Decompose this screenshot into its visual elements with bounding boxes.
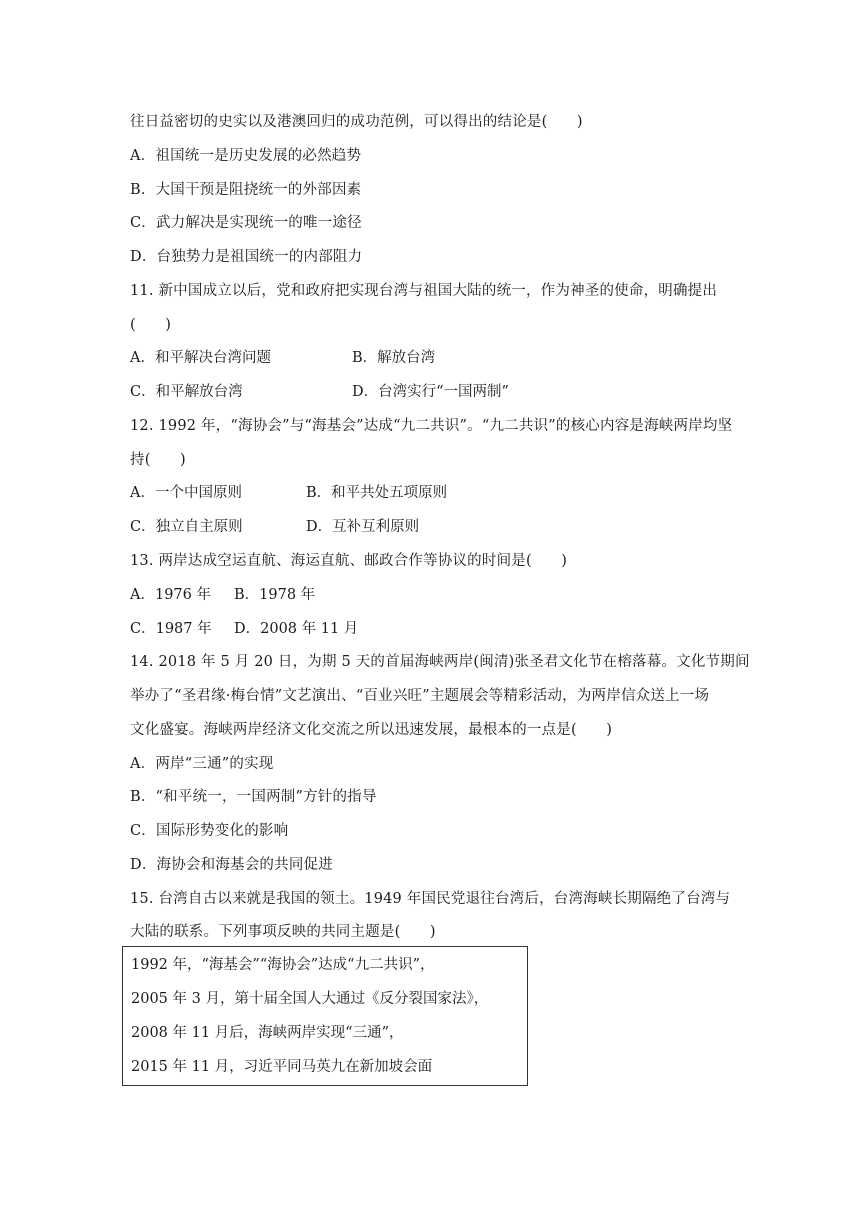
- material-line-4: 2015 年 11 月，习近平同马英九在新加坡会面: [131, 1059, 433, 1075]
- q11-stem-line2: ( ): [130, 317, 172, 333]
- q13-option-c: C．1987 年: [130, 621, 212, 637]
- q11-stem-line1: 11. 新中国成立以后，党和政府把实现台湾与祖国大陆的统一，作为神圣的使命，明确提出: [130, 283, 718, 299]
- q13-option-b: B．1978 年: [234, 587, 316, 603]
- q15-stem-line2: 大陆的联系。下列事项反映的共同主题是( ): [130, 924, 436, 940]
- q10-option-d: D．台独势力是祖国统一的内部阻力: [130, 249, 363, 265]
- q11-option-d: D．台湾实行“一国两制”: [352, 384, 509, 400]
- q14-stem-line1: 14. 2018 年 5 月 20 日，为期 5 天的首届海峡两岸(闽清)张圣君文化节在榕落幕。文化节期间: [130, 654, 750, 670]
- q11-option-c: C．和平解放台湾: [130, 384, 243, 400]
- q13-option-d: D．2008 年 11 月: [234, 621, 359, 637]
- q10-option-a: A．祖国统一是历史发展的必然趋势: [130, 148, 362, 164]
- material-line-3: 2008 年 11 月后，海峡两岸实现“三通”，: [131, 1025, 404, 1041]
- q14-option-a: A．两岸“三通”的实现: [130, 756, 274, 772]
- q11-option-a: A．和平解决台湾问题: [130, 350, 271, 366]
- q12-option-a: A．一个中国原则: [130, 485, 242, 501]
- q12-stem-line1: 12. 1992 年，“海协会”与“海基会”达成“九二共识”。“九二共识”的核心内容是海峡两岸均坚: [130, 418, 733, 434]
- q12-option-d: D．互补互利原则: [306, 519, 420, 535]
- q10-stem-end: 往日益密切的史实以及港澳回归的成功范例，可以得出的结论是( ): [130, 114, 583, 130]
- q15-stem-line1: 15. 台湾自古以来就是我国的领土。1949 年国民党退往台湾后，台湾海峡长期隔绝了台湾与: [130, 891, 731, 907]
- q12-option-c: C．独立自主原则: [130, 519, 243, 535]
- q12-stem-line2: 持( ): [130, 452, 186, 468]
- q10-option-c: C．武力解决是实现统一的唯一途径: [130, 215, 362, 231]
- material-line-1: 1992 年，“海基会”“海协会”达成“九二共识”，: [131, 957, 435, 973]
- q12-option-b: B．和平共处五项原则: [306, 485, 448, 501]
- q15-material-box: [122, 946, 528, 1086]
- q14-stem-line3: 文化盛宴。海峡两岸经济文化交流之所以迅速发展，最根本的一点是( ): [130, 722, 613, 738]
- q14-stem-line2: 举办了“圣君缘·梅台情”文艺演出、“百业兴旺”主题展会等精彩活动，为两岸信众送上一场: [130, 688, 710, 704]
- material-line-2: 2005 年 3 月，第十届全国人大通过《反分裂国家法》，: [131, 991, 489, 1007]
- q14-option-d: D．海协会和海基会的共同促进: [130, 857, 333, 873]
- q13-option-a: A．1976 年: [130, 587, 211, 603]
- q14-option-b: B．“和平统一，一国两制”方针的指导: [130, 789, 377, 805]
- q13-stem: 13. 两岸达成空运直航、海运直航、邮政合作等协议的时间是( ): [130, 553, 568, 569]
- q11-option-b: B．解放台湾: [352, 350, 436, 366]
- q10-option-b: B．大国干预是阻挠统一的外部因素: [130, 182, 362, 198]
- q14-option-c: C．国际形势变化的影响: [130, 823, 289, 839]
